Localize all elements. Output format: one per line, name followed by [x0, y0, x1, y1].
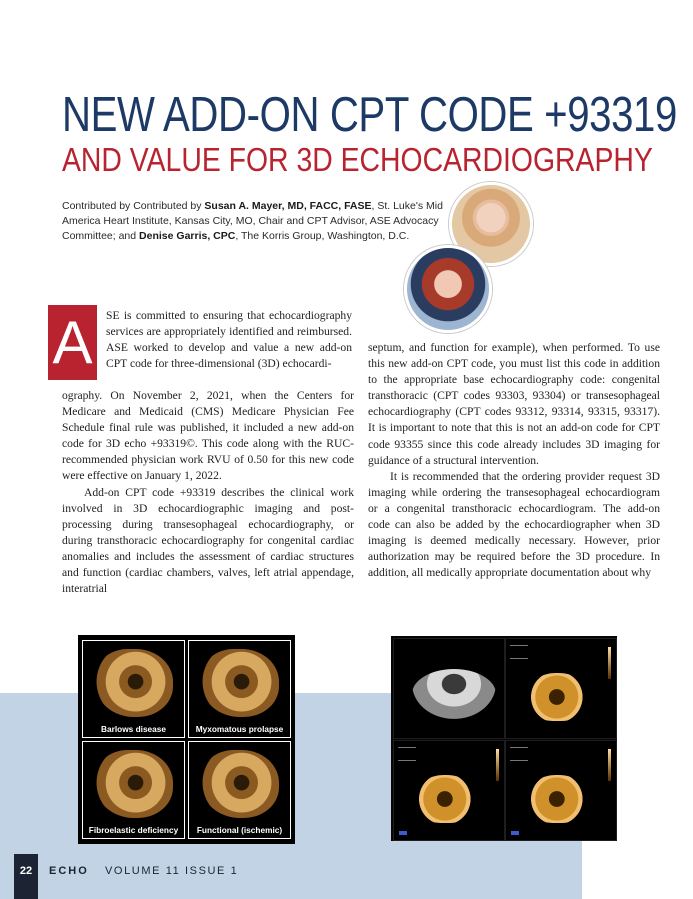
valve-render-image [201, 649, 279, 717]
probe-marker [399, 831, 407, 835]
echo-pane [393, 740, 505, 841]
author-1-affiliation: , St. Luke's Mid America Heart Institute, Kansas City, MO, Chair and CPT Advisor, ASE Advocacy Committee; and [62, 200, 443, 242]
hud-readout [398, 747, 416, 761]
probe-marker [511, 831, 519, 835]
figure-label: Functional (ischemic) [196, 825, 283, 835]
figure-mitral-valve-3d [78, 635, 295, 844]
hud-readout [510, 747, 528, 761]
echo-pane [505, 638, 617, 739]
valve-render-image [201, 750, 279, 818]
echo-pane [505, 740, 617, 841]
figure-cell [188, 741, 291, 839]
paragraph-2: Add-on CPT code +93319 describes the clinical work involved in 3D echocardiographic imaging and post-processing during transesophageal echocardiography, or during transthoracic echocardiography for congenital cardiac anomalies and includes the assessment of cardiac structures and function (cardiac chambers, valves, left atrial appendage, interatrial [62, 485, 354, 596]
valve-render-image [95, 649, 173, 717]
byline-prefix: Contributed by Contributed by [62, 200, 205, 212]
echo-pane [393, 638, 505, 739]
paragraph-4: It is recommended that the ordering provider request 3D imaging while ordering the transesophageal echocardiogram or a congenital transthoracic echocardiogram. The add-on code can also be added by the echocardiographer when 3D imaging is deemed medically necessary. However, prior authorization may be required before the 3D procedure. In addition, all medically appropriate documentation about why [368, 469, 660, 580]
figure-echo-screens [391, 636, 617, 841]
magazine-name: ECHO [49, 865, 89, 877]
color-scale [608, 647, 611, 679]
page-number: 22 [19, 865, 33, 877]
paragraph-3: septum, and function for example), when performed. To use this new add-on CPT code, you must list this code in addition to the appropriate base echocardiography code: congenital transthoracic (CPT codes 93303, 93304) or transesophageal echocardiography (CPT codes 93312, 93314, 93315, 93317). It is important to note that this is not an add-on code for CPT code 93355 since this code already includes 3D imaging for guidance of a structural intervention. [368, 341, 660, 467]
figure-label: Barlows disease [100, 724, 167, 734]
drop-cap: A [48, 305, 97, 380]
author-1: Susan A. Mayer, MD, FACC, FASE [204, 200, 372, 212]
volume-render-image [528, 673, 592, 721]
issue-info: VOLUME 11 ISSUE 1 [105, 865, 239, 877]
figure-cell [188, 640, 291, 738]
article-lead-text [106, 308, 352, 372]
article-column-2 [368, 340, 660, 581]
color-scale [496, 749, 499, 781]
hud-readout [510, 645, 528, 659]
author-2: Denise Garris, CPC [139, 230, 236, 242]
paragraph-lead: SE is committed to ensuring that echocardiography services are appropriately identified and reimbursed. ASE worked to develop and value a new add-on CPT code for three-dimensional (3D) echocardi- [106, 309, 352, 371]
article-column-1 [62, 388, 354, 597]
ultrasound-image [412, 669, 496, 719]
article-title: NEW ADD-ON CPT CODE +93319 [62, 88, 677, 142]
paragraph-1: ography. On November 2, 2021, when the Centers for Medicare and Medicaid (CMS) Medicare Physician Fee Schedule final rule was published, it included a new add-on code for 3D echo +93319©. This code along with the RUC-recommended physician work RVU of 0.50 for this new code were effective on January 1, 2022. [62, 389, 354, 483]
color-scale [608, 749, 611, 781]
author-2-affiliation: , The Korris Group, Washington, D.C. [235, 230, 410, 242]
valve-render-image [95, 750, 173, 818]
figure-label: Myxomatous prolapse [195, 724, 284, 734]
figure-cell [82, 640, 185, 738]
figure-cell [82, 741, 185, 839]
byline [62, 199, 452, 244]
article-subtitle: AND VALUE FOR 3D ECHOCARDIOGRAPHY [62, 141, 653, 178]
figure-label: Fibroelastic deficiency [88, 825, 179, 835]
volume-render-image [528, 775, 592, 823]
author-2-photo [404, 245, 492, 333]
volume-render-image [416, 775, 480, 823]
